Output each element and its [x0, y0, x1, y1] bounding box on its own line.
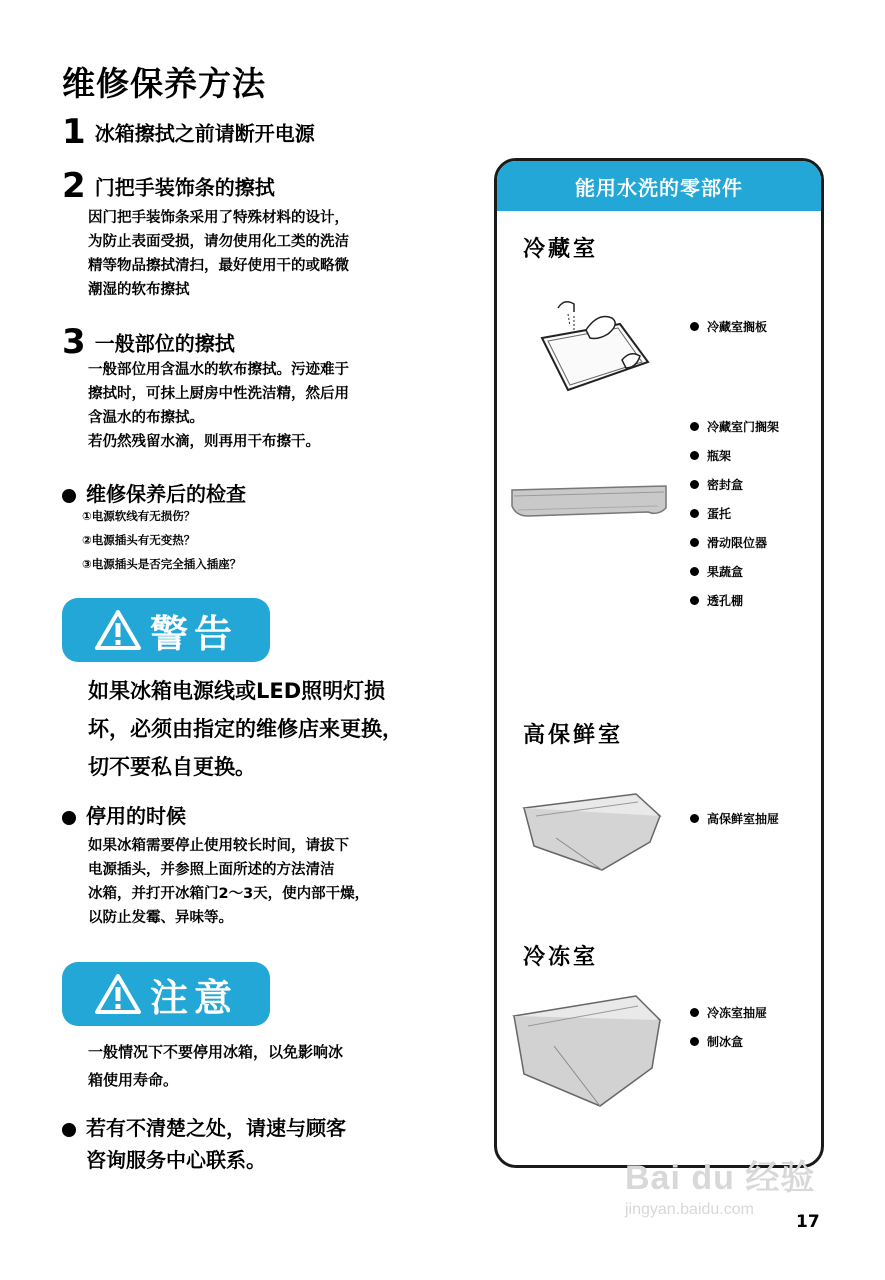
bullet-icon	[690, 1037, 699, 1046]
bullet-icon	[690, 480, 699, 489]
stop-use-text: 如果冰箱需要停止使用较长时间，请拔下 电源插头，并参照上面所述的方法清洁 冰箱，并打开冰箱门2～3天，使内部干燥， 以防止发霉、异味等。	[88, 838, 370, 926]
fresh-drawer-illustration	[516, 786, 666, 876]
warning-triangle-icon	[94, 609, 142, 651]
step-2	[62, 166, 275, 206]
list-item: 透孔棚	[690, 586, 779, 615]
caution-text: 一般情况下不要停用冰箱，以免影响冰 箱使用寿命。	[88, 1043, 344, 1089]
fresh-section-title: 高保鲜室	[523, 723, 624, 748]
step-3-text: 一般部位用含温水的软布擦拭。污迹难于 擦拭时，可抹上厨房中性洗洁精，然后用 含温水的布擦拭。 若仍然残留水滴，则再用干布擦干。	[88, 362, 349, 450]
bullet-icon	[690, 1008, 699, 1017]
bullet-icon	[62, 811, 76, 825]
bullet-icon	[62, 1123, 76, 1137]
step-heading: 一般部位的擦拭	[94, 331, 235, 356]
warning-text: 如果冰箱电源线或LED照明灯损 坏，必须由指定的维修店来更换， 切不要私自更换。	[88, 679, 403, 779]
warning-triangle-icon	[94, 973, 142, 1015]
step-2-text: 因门把手装饰条采用了特殊材料的设计， 为防止表面受损，请勿使用化工类的洗洁 精等物品擦拭清扫，最好使用干的或略微 潮湿的软布擦拭	[88, 210, 349, 298]
step-heading: 门把手装饰条的擦拭	[94, 175, 275, 200]
bullet-icon	[62, 489, 76, 503]
list-item: 冷藏室搁板	[690, 312, 767, 341]
bullet-icon	[690, 509, 699, 518]
step-1	[62, 112, 315, 152]
fridge-glass-items	[690, 312, 767, 341]
list-item: 高保鲜室抽屉	[690, 804, 779, 833]
warning-badge	[62, 598, 270, 662]
stop-use-heading: 停用的时候	[62, 800, 186, 829]
freezer-drawer-illustration	[508, 986, 666, 1114]
list-item: 密封盒	[690, 470, 779, 499]
list-item: ②电源插头有无变热？	[82, 533, 196, 547]
list-item: 冷冻室抽屉	[690, 998, 767, 1027]
fresh-items	[690, 804, 779, 833]
glass-shelf-illustration	[528, 290, 658, 400]
list-item: ③电源插头是否完全插入插座？	[82, 557, 242, 571]
warning-label: 警告	[149, 611, 238, 656]
step-number: 1	[62, 112, 86, 152]
list-item: 果蔬盒	[690, 557, 779, 586]
bullet-icon	[690, 322, 699, 331]
bullet-icon	[690, 451, 699, 460]
freezer-section-title: 冷冻室	[523, 945, 599, 970]
check-heading: 维修保养后的检查	[62, 478, 246, 507]
list-item: 制冰盒	[690, 1027, 767, 1056]
step-number: 2	[62, 166, 86, 206]
fridge-door-items	[690, 412, 779, 615]
contact-note: 若有不清楚之处，请速与顾客 咨询服务中心联系。	[62, 1112, 346, 1176]
page-title: 维修保养方法	[62, 64, 266, 103]
bullet-icon	[690, 596, 699, 605]
fridge-section-title: 冷藏室	[523, 237, 599, 262]
baidu-watermark: Bai du 经验 jingyan.baidu.com	[625, 1159, 816, 1218]
list-item: 瓶架	[690, 441, 779, 470]
page-number: 17	[796, 1212, 820, 1232]
step-number: 3	[62, 322, 86, 362]
step-heading: 冰箱擦拭之前请断开电源	[94, 121, 315, 146]
bullet-icon	[690, 422, 699, 431]
freezer-items	[690, 998, 767, 1056]
list-item: ①电源软线有无损伤？	[82, 509, 196, 523]
door-shelf-illustration	[508, 482, 670, 522]
step-3	[62, 322, 235, 362]
caution-badge	[62, 962, 270, 1026]
list-item: 冷藏室门搁架	[690, 412, 779, 441]
bullet-icon	[690, 538, 699, 547]
bullet-icon	[690, 567, 699, 576]
check-list	[82, 504, 241, 576]
bullet-icon	[690, 814, 699, 823]
panel-header: 能用水洗的零部件	[497, 161, 821, 211]
list-item: 滑动限位器	[690, 528, 779, 557]
list-item: 蛋托	[690, 499, 779, 528]
caution-label: 注意	[149, 975, 238, 1020]
